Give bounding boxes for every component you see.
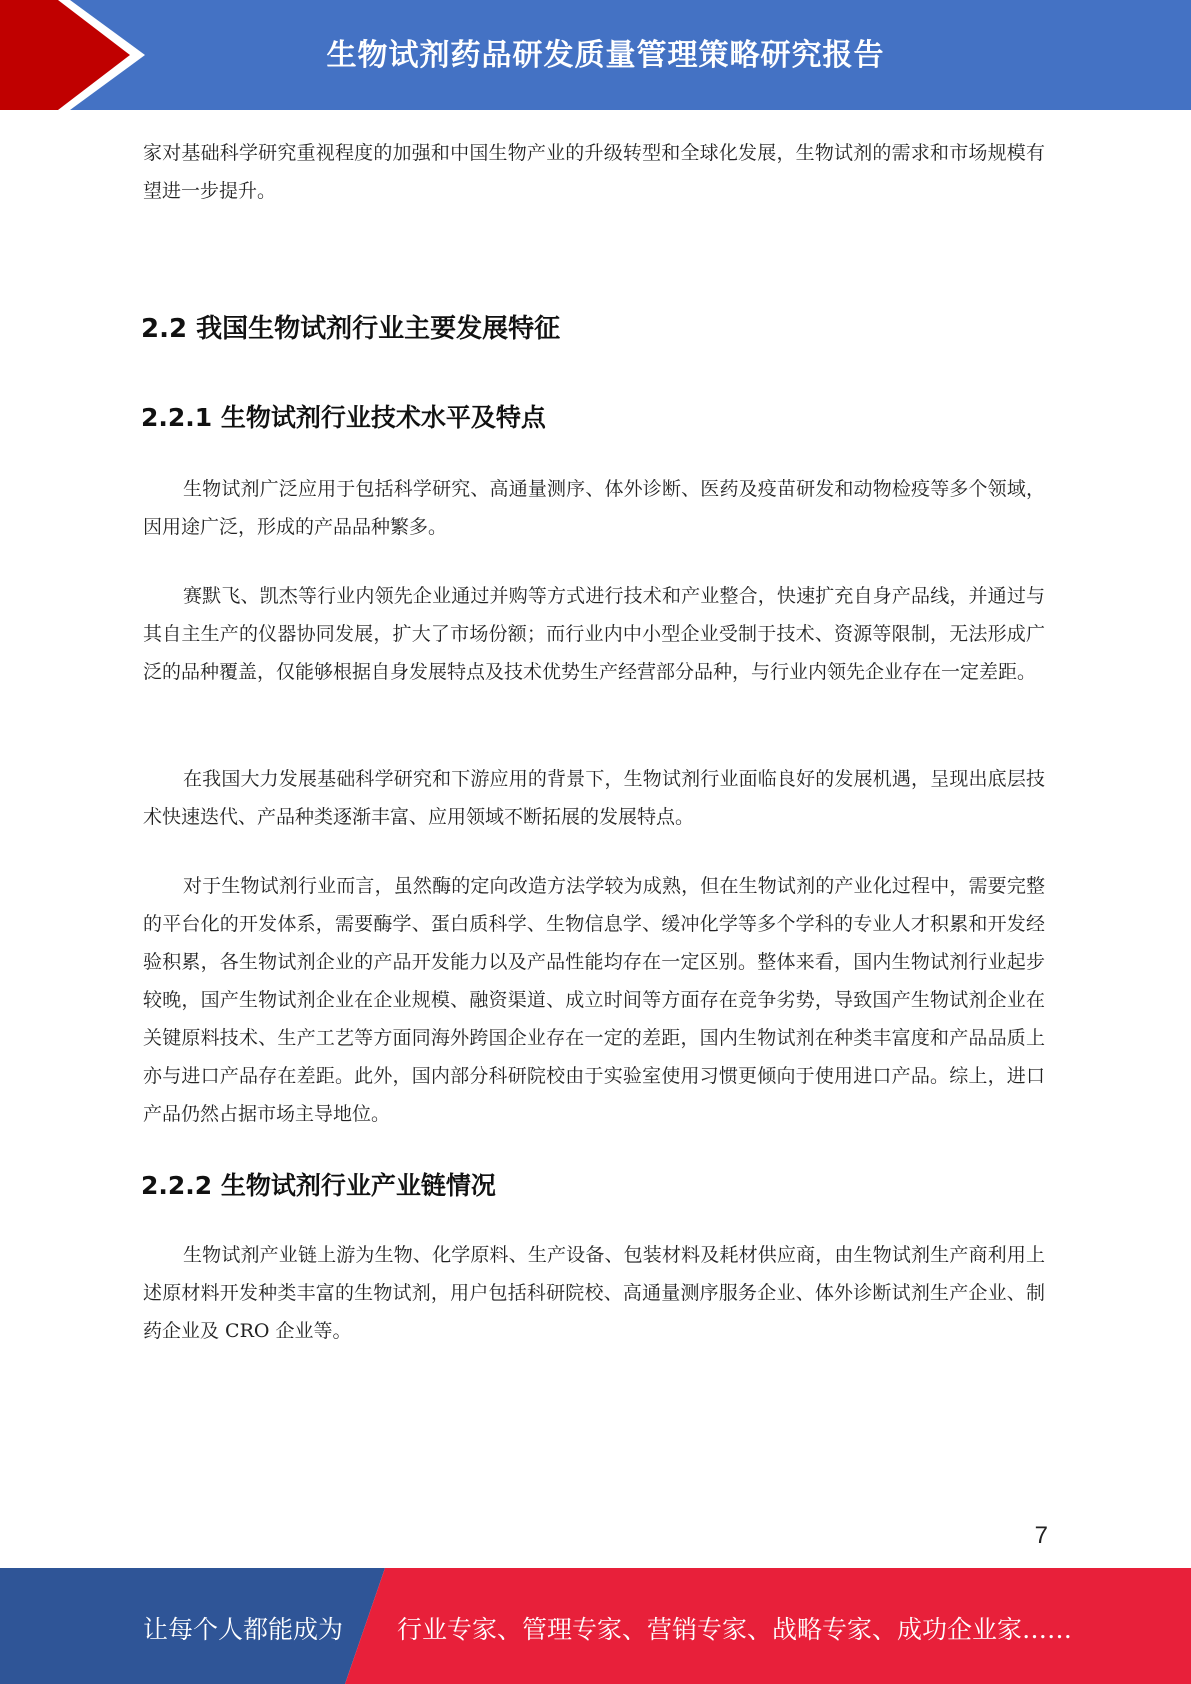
paragraph-industry-chain: 生物试剂产业链上游为生物、化学原料、生产设备、包装材料及耗材供应商，由生物试剂生产商利用上述原材料开发种类丰富的生物试剂，用户包括科研院校、高通量测序服务企业、体外诊断试剂生产企业、制药企业及 CRO 企业等。 xyxy=(143,1244,1045,1342)
page-number: 7 xyxy=(1034,1522,1048,1549)
intro-paragraph: 家对基础科学研究重视程度的加强和中国生物产业的升级转型和全球化发展，生物试剂的需求和市场规模有望进一步提升。 xyxy=(143,142,1045,202)
page-header xyxy=(0,0,1191,110)
footer-slogan-left: 让每个人都能成为 xyxy=(143,1615,344,1644)
paragraph-development-opportunity: 在我国大力发展基础科学研究和下游应用的背景下，生物试剂行业面临良好的发展机遇，呈现出底层技术快速迭代、产品种类逐渐丰富、应用领域不断拓展的发展特点。 xyxy=(143,768,1045,828)
footer-slogan-right: 行业专家、管理专家、营销专家、战略专家、成功企业家…… xyxy=(397,1615,1073,1644)
section-heading-2-2-2: 2.2.2 生物试剂行业产业链情况 xyxy=(141,1171,496,1200)
section-heading-2-2-1: 2.2.1 生物试剂行业技术水平及特点 xyxy=(141,403,546,432)
page-footer xyxy=(0,1568,1191,1684)
section-heading-2-2: 2.2 我国生物试剂行业主要发展特征 xyxy=(141,314,561,344)
paragraph-industry-leaders: 赛默飞、凯杰等行业内领先企业通过并购等方式进行技术和产业整合，快速扩充自身产品线，并通过与其自主生产的仪器协同发展，扩大了市场份额；而行业内中小型企业受制于技术、资源等限制，无法形成广泛的品种覆盖，仅能够根据自身发展特点及技术优势生产经营部分品种，与行业内领先企业存在一定差距。 xyxy=(143,585,1045,683)
paragraph-industry-analysis: 对于生物试剂行业而言，虽然酶的定向改造方法学较为成熟，但在生物试剂的产业化过程中，需要完整的平台化的开发体系，需要酶学、蛋白质科学、生物信息学、缓冲化学等多个学科的专业人才积累和开发经验积累，各生物试剂企业的产品开发能力以及产品性能均存在一定区别。整体来看，国内生物试剂行业起步较晚，国产生物试剂企业在企业规模、融资渠道、成立时间等方面存在竞争劣势，导致国产生物试剂企业在关键原料技术、生产工艺等方面同海外跨国企业存在一定的差距，国内生物试剂在种类丰富度和产品品质上亦与进口产品存在差距。此外，国内部分科研院校由于实验室使用习惯更倾向于使用进口产品。综上，进口产品仍然占据市场主导地位。 xyxy=(143,875,1045,1125)
paragraph-applications: 生物试剂广泛应用于包括科学研究、高通量测序、体外诊断、医药及疫苗研发和动物检疫等多个领域，因用途广泛，形成的产品品种繁多。 xyxy=(143,478,1045,538)
report-title: 生物试剂药品研发质量管理策略研究报告 xyxy=(326,38,885,73)
